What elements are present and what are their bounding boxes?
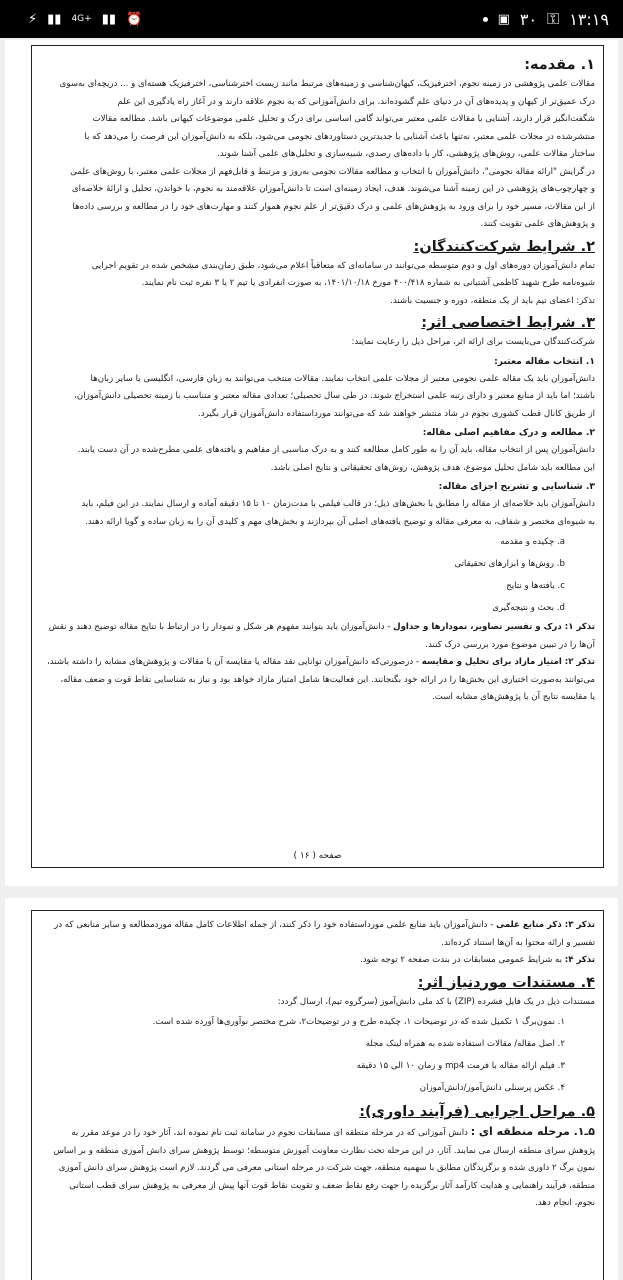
battery-key-icon: ⚿ [547,9,560,28]
paragraph-line: مقالات علمی پژوهشی در زمینه نجوم، اخترفیزیک، کیهان‌شناسی و زمینه‌های مرتبط مانند زیست اخترشناسی، اخترفیزیک هسته‌ای و ... دریچه‌ای به‌سوی [59,79,595,89]
section-4-title: ۴. مستندات موردنیاز اثر: [417,974,595,991]
page-content [40,917,595,1213]
list-item: ۲. اصل مقاله/ مقالات استفاده شده به همراه لینک مجله [365,1039,565,1049]
section-2-title: ۲. شرایط شرکت‌کنندگان: [413,238,595,255]
paragraph-line: تذکر: اعضای تیم باید از یک منطقه، دوره و جنسیت باشند. [390,295,595,306]
signal-icon: ▮▮ [47,11,62,27]
subsection-3-3-title: ۳. شناسایی و تشریح اجزای مقاله: [438,481,595,492]
status-time: ۱۳:۱۹ [569,9,609,29]
note-line [40,917,595,935]
note-text: - درصورتی‌که دانش‌آموزان توانایی نقد مقاله یا مقایسه آن با مقالات و پژوهش‌های مشابه را داشته باشند، [46,657,422,667]
paragraph-line: شگفت‌انگیز قرار دارند، آشنایی با مقالات علمی معتبر می‌تواند گامی اساسی برای درک و تحلیل علمی موضوعات کیهانی باشد. مطالعه مقالات [92,114,595,124]
subsection-3-3-list [40,531,595,619]
status-bar [0,0,623,38]
paragraph-line: منتشرشده در مجلات علمی معتبر، نه‌تنها باعث آشنایی با جدیدترین دستاوردهای نجومی می‌شود، بلکه به دانش‌آموزان این فرصت را می‌دهد که با [84,131,595,142]
page-content [40,52,595,707]
note-line [40,654,595,672]
section-5-title: ۵. مراحل اجرایی (فرآیند داوری): [359,1104,595,1120]
note-text: تفسیر و ارائه محتوا به آن‌ها استناد کرده‌اند. [441,937,595,948]
network-type: 4G+ [71,13,92,24]
paragraph-line: در گرایش "ارائه مقاله نجومی"، دانش‌آموزان با انتخاب و مطالعه مقالات نجومی به‌روز و مرتبط و قابل‌فهم از مجلات علمی معتبر، با روش‌های علمی [70,166,595,177]
alarm-icon: ⏰ [126,11,143,27]
note-label: تذکر ۲: امتیاز مازاد برای تحلیل و مقایسه [421,657,595,667]
paragraph-line [40,1178,595,1196]
subsection-3-3-body [40,496,595,531]
paragraph-line: و چهارچوب‌های پژوهشی در این زمینه آشنا می‌شوند. هدف، ایجاد زمینه‌ای است تا دانش‌آموزان علاقه‌مند به نجوم، با خواندن، تحلیل و ارائهٔ خلاصه‌ای [71,184,595,194]
paragraph-line: این مطالعه باید شامل تحلیل موضوع، هدف پژوهش، روش‌های تحقیقاتی و نتایج اصلی باشد. [270,462,595,473]
note-line [40,619,595,637]
notification-dot-icon [483,17,488,22]
note-text: - دانش‌آموزان باید بتوانند مفهوم هر شکل و نمودار را در ارتباط با نتایج مقاله توضیح دهند و نقش [48,622,394,632]
note-line [40,672,595,690]
list-item: a. چکیده و مقدمه [500,537,565,547]
section-1-body [40,76,595,234]
paragraph-line [40,1123,595,1143]
list-item: ۱. نمون‌برگ ۱ تکمیل شده که در توضیحات ۱، چکیده طرح و در توضیحات۲، شرح مختصر نوآوری‌ها آورده شده است. [152,1017,565,1027]
section-4-intro: مستندات ذیل در یک فایل فشرده (ZIP) با کد ملی دانش‌آموز (سرگروه تیم)، ارسال گردد: [277,996,595,1007]
section-3-intro: شرکت‌کنندگان می‌بایست برای ارائه اثر، مراحل ذیل را رعایت نمایند: [351,337,595,347]
list-item: ۳. فیلم ارائه مقاله با فرمت mp4 و زمان ۱۰ الی ۱۵ دقیقه [356,1061,565,1071]
paragraph-text: دانش آموزانی که در مرحله منطقه ای مسابقات نجوم در سامانه ثبت نام نموده اند، آثار خود را در موعد مقرر به [71,1128,471,1138]
page-number: صفحه ( ۱۶ ) [293,851,342,861]
paragraph-line: دانش‌آموزان باید یک مقاله علمی نجومی معتبر از مجلات علمی انتخاب نمایند. مقالات منتخب می‌توانند به زبان فارسی، انگلیسی یا سایر زبان‌ها [90,373,595,384]
subsection-3-1-title: ۱. انتخاب مقاله معتبر: [494,355,595,367]
list-item: d. بحث و نتیجه‌گیری [492,603,565,613]
subsection-3-2-body [40,442,595,477]
paragraph-line: باشند؛ اما باید از منابع معتبر و دارای رتبه علمی استخراج شوند. در طی سال تحصیلی؛ تعدادی مقاله معتبر و متناسب با زمینه تحصیلی دانش‌آموزان، [74,391,595,401]
notes-page-17 [40,917,595,970]
paragraph-text: نجوم، انجام دهد. [535,1198,595,1208]
paragraph-line [40,1160,595,1178]
gallery-icon: ▣ [497,11,510,27]
subsection-5-1-title: ۵ـ۱. مرحله منطقه ای : [470,1125,595,1138]
section-4-list [40,1011,595,1099]
note-label: تذکر ۴: [564,955,595,965]
paragraph-text: منطقه، فرآیند راهنمایی و هدایت کارآمد آثار برگزیده را جهت رفع نقاط ضعف و تقویت نقاط قوت آنها پیش از معرفی به پژوهش سرای قطب استانی [69,1180,595,1191]
document-page-17 [5,898,618,1280]
section-2-body [40,258,595,311]
paragraph-line: درک عمیق‌تر از کیهان و پدیده‌های آن در دنیای علم گشوده‌اند. برای دانش‌آموزانی که به نجوم علاقه دارند و در آغاز راه یادگیری این علم [117,96,595,107]
subsection-3-2-title: ۲. مطالعه و درک مفاهیم اصلی مقاله: [422,427,595,438]
paragraph-line: ساختار مقالات علمی، روش‌های پژوهشی، کار با داده‌های رصدی، شبیه‌سازی و تحلیل‌های علمی آشنا شوند. [217,149,595,159]
page-frame [31,910,604,1280]
paragraph-line: به شیوه‌ای مختصر و شفاف، به معرفی مقاله و توضیح یافته‌های اصلی آن بپردازند و بخش‌های مهم و کلیدی آن را به زبان ساده و گویا ارائه دهند. [85,516,595,527]
document-page-16 [5,40,618,886]
flash-icon: ⚡ [28,11,38,27]
note-line [40,637,595,655]
paragraph-line: دانش‌آموزان پس از انتخاب مقاله، باید آن را به طور کامل مطالعه کنند و به درک مناسبی از مفاهیم و یافته‌های علمی مطرح‌شده در آن دست یابند. [77,445,595,455]
paragraph-text: نمون برگ ۲ داوری شده و برگزیدگان مطابق با سهمیه منطقه، جهت شرکت در مرحله استانی معرفی می گردند. لازم است پژوهش سرای دانش آموزی [58,1163,595,1173]
list-item: ۴. عکس پرسنلی دانش‌آموز/دانش‌آموزان [419,1083,565,1093]
paragraph-line: تمام دانش‌آموزان دوره‌های اول و دوم متوسطه می‌توانند در سامانه‌ای که متعاقباً اعلام می‌شود، طبق زمان‌بندی مشخص شده در تقویم اجرایی [91,260,595,271]
note-text: می‌توانند به‌صورت اختیاری این بخش‌ها را در ارائه خود بگنجانند. این فعالیت‌ها شامل امتیاز مازاد خواهد بود و نیاز به شناسایی نقاط قوت و ضعف مقاله، [60,674,595,685]
list-item: c. یافته‌ها و نتایج [506,581,565,591]
list-item: b. روش‌ها و ابزارهای تحقیقاتی [454,559,565,569]
note-label: تذکر ۳: ذکر منابع علمی [496,920,595,930]
note-label: تذکر ۱: درک و تفسیر تصاویر، نمودارها و جداول [393,622,595,632]
notes-page-16 [40,619,595,707]
paragraph-line [40,1195,595,1213]
paragraph-line: از این مقالات، مسیر خود را برای ورود به پژوهش‌های علمی و درک دقیق‌تر از علم نجوم هموار کنند و مهارت‌های خود را در مطالعه و بررسی داده‌ها [72,201,595,212]
note-text: به شرایط عمومی مسابقات در بندت صفحه ۲ توجه شود. [360,955,565,965]
status-left [28,12,142,27]
note-text: یا مقایسه نتایج آن با پژوهش‌های مشابه است. [432,692,595,702]
status-number: ۳۰ [519,9,538,29]
note-text: - دانش‌آموزان باید منابع علمی مورداستفاده خود را ذکر کنند، از جمله اطلاعات کامل مقاله موردمطالعه و سایر منابعی که در [54,920,497,930]
note-line [40,935,595,953]
note-text: آن‌ها را در تبیین موضوع مورد بررسی درک کنند. [425,639,595,650]
status-right [483,9,609,29]
section-3-title: ۳. شرایط اختصاصی اثر: [421,315,595,331]
paragraph-line: شیوه‌نامه طرح شهید کاظمی آشتیانی به شماره ۴۰۰/۴۱۸ مورخ ۱۴۰۱/۱۰/۱۸، به صورت انفرادی یا تیم ۲ یا ۳ نفره ثبت نام نمایند. [141,278,595,288]
paragraph-text: پژوهش سرای منطقه ارسال می نمایند. آثار، در این مرحله تحت نظارت معاونت آموزش متوسطه؛ توسط پژوهش سرای دانش آموزی منطقه و بر اساس [53,1145,595,1156]
paragraph-line: از طریق کانال قطب کشوری نجوم در شاد منتشر خواهند شد که می‌توانند مورداستفاده دانش‌آموزان قرار بگیرد. [198,408,595,419]
section-1-title: ۱. مقدمه: [524,57,595,73]
page-frame [31,45,604,868]
subsection-5-1-body [40,1123,595,1213]
paragraph-line [40,1143,595,1161]
subsection-3-1-body [40,371,595,424]
signal2-icon: ▮▮ [101,11,117,27]
note-line [40,952,595,970]
paragraph-line: دانش‌آموزان باید خلاصه‌ای از مقاله را مطابق با بخش‌های ذیل؛ در قالب فیلمی با مدت‌زمان ۱۰ تا ۱۵ دقیقه آماده و ارسال نمایند. در این فیلم، باید [81,499,595,509]
paragraph-line: و پژوهش‌های علمی تقویت کنند. [480,219,595,229]
note-line [40,689,595,707]
